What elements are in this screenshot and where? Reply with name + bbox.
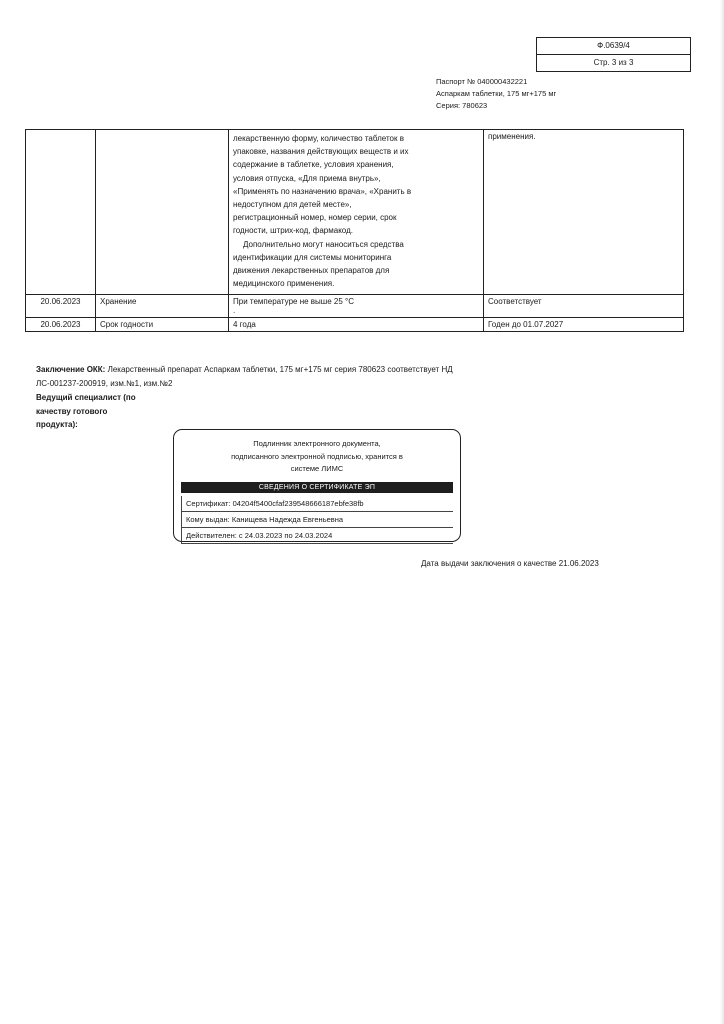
stamp-header [174, 438, 460, 476]
lead-specialist-line: продукта): [36, 420, 78, 429]
parameter-cell [96, 130, 229, 295]
certificate-owner: Кому выдан: Канищева Надежда Евгеньевна [181, 512, 453, 528]
requirement-cell [229, 130, 484, 295]
requirement-text: При температуре не выше 25 °С [233, 297, 354, 306]
lead-specialist [36, 391, 156, 432]
requirement-line: недоступном для детей месте», [233, 200, 352, 210]
scan-edge [720, 0, 724, 1024]
requirement-line: лекарственную форму, количество таблеток в [233, 134, 404, 143]
requirement-cell: 4 года [229, 318, 484, 332]
table-row [26, 295, 684, 318]
conclusion-text: Лекарственный препарат Аспаркам таблетки, 175 мг+175 мг серия 780623 соответствует НД [107, 365, 453, 374]
requirement-line: регистрационный номер, номер серии, срок [233, 213, 397, 223]
form-code: Ф.0639/4 [597, 41, 630, 50]
result-cell: применения. [484, 130, 684, 295]
passport-product: Аспаркам таблетки, 175 мг+175 мг [436, 89, 557, 98]
table-row [26, 318, 684, 332]
issue-date: Дата выдачи заключения о качестве 21.06.2023 [421, 559, 599, 568]
stamp-line: подписанного электронной подписью, хранится в [231, 451, 403, 461]
conclusion-label: Заключение ОКК: [36, 365, 106, 374]
table-row [26, 130, 684, 295]
requirement-cell [229, 295, 484, 318]
date-cell: 20.06.2023 [26, 318, 96, 332]
date-cell: 20.06.2023 [26, 295, 96, 318]
passport-series: Серия: 780623 [436, 101, 488, 110]
requirement-line: идентификации для системы мониторинга [233, 252, 392, 262]
result-cell: Годен до 01.07.2027 [484, 318, 684, 332]
form-code-box [536, 37, 691, 72]
parameter-cell: Хранение [96, 295, 229, 318]
date-cell [26, 130, 96, 295]
conclusion-text-2: ЛС-001237-200919, изм.№1, изм.№2 [36, 378, 173, 388]
requirement-line: «Применять по назначению врача», «Хранить в [233, 186, 412, 196]
lead-specialist-line: Ведущий специалист (по [36, 393, 136, 402]
stamp-banner: СВЕДЕНИЯ О СЕРТИФИКАТЕ ЭП [181, 482, 453, 493]
passport-number: Паспорт № 040000432221 [436, 77, 528, 86]
requirement-line: содержание в таблетке, условия хранения, [233, 160, 394, 170]
requirement-line: движения лекарственных препаратов для [233, 266, 390, 276]
quality-table [25, 129, 684, 332]
requirement-line: Дополнительно могут наноситься средства [243, 239, 404, 249]
lead-specialist-line: качеству готового [36, 406, 108, 416]
qc-conclusion [36, 363, 516, 390]
stamp-line: Подлинник электронного документа, [253, 439, 381, 448]
requirement-line: годности, штрих-код, фармакод. [233, 226, 353, 236]
result-cell: Соответствует [484, 295, 684, 318]
requirement-line: медицинского применения. [233, 279, 335, 289]
requirement-extra: . [233, 306, 236, 315]
electronic-signature-stamp [173, 429, 461, 542]
requirement-line: условия отпуска, «Для приема внутрь», [233, 173, 381, 183]
page-number: Стр. 3 из 3 [537, 54, 690, 71]
stamp-line: системе ЛИМС [290, 464, 344, 473]
certificate-validity: Действителен: с 24.03.2023 по 24.03.2024 [181, 528, 453, 544]
certificate-id: Сертификат: 04204f5400cfaf239548666187ebfe38fb [181, 496, 453, 512]
requirement-line: упаковке, названия действующих веществ и их [233, 147, 409, 157]
passport-info [436, 76, 556, 112]
parameter-cell: Срок годности [96, 318, 229, 332]
